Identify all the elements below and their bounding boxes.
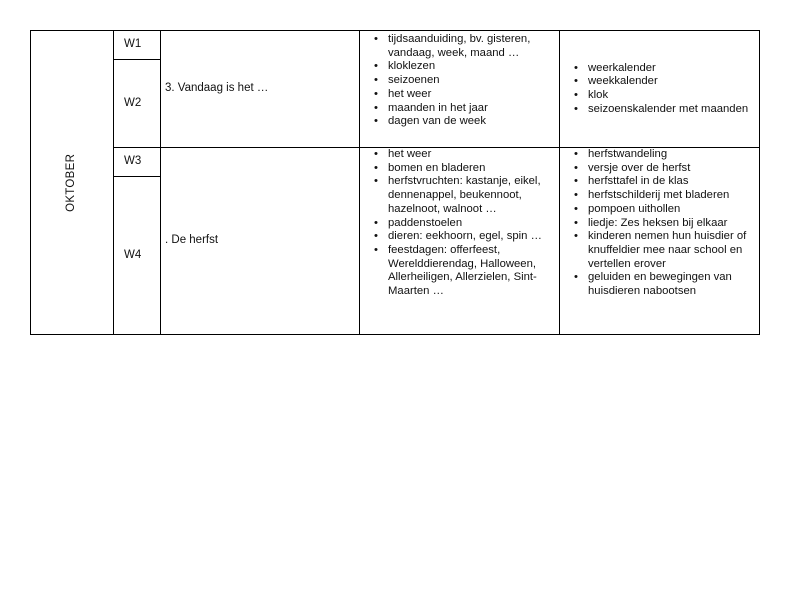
list-item: • herfstvruchten: kastanje, eikel, dennenappel, beukennoot, hazelnoot, walnoot …	[388, 175, 557, 216]
month-label: OKTOBER	[65, 153, 78, 212]
activities-list-2	[570, 148, 757, 299]
activities-list-1	[570, 62, 757, 117]
month-cell	[31, 31, 114, 335]
contents-list-2	[370, 148, 557, 299]
contents-list-1	[370, 33, 557, 129]
table-row	[31, 31, 760, 60]
list-item: • klok	[588, 89, 757, 103]
list-item: • herfstwandeling	[588, 148, 757, 162]
list-item: • versje over de herfst	[588, 162, 757, 176]
list-item: • het weer	[388, 88, 557, 102]
list-item: • dagen van de week	[388, 115, 557, 129]
list-item: • bomen en bladeren	[388, 162, 557, 176]
week-cell-w3: W3	[114, 148, 161, 177]
list-item: • paddenstoelen	[388, 217, 557, 231]
list-item: • seizoenskalender met maanden	[588, 103, 757, 117]
list-item: • herfstschilderij met bladeren	[588, 189, 757, 203]
list-item: • weekkalender	[588, 75, 757, 89]
list-item: • dieren: eekhoorn, egel, spin …	[388, 230, 557, 244]
list-item: • kloklezen	[388, 60, 557, 74]
year-plan-table	[30, 30, 760, 335]
list-item: • kinderen nemen hun huisdier of knuffeldier mee naar school en vertellen erover	[588, 230, 757, 271]
contents-cell-2	[360, 148, 560, 335]
list-item: • liedje: Zes heksen bij elkaar	[588, 217, 757, 231]
theme-cell-1: 3. Vandaag is het …	[161, 31, 360, 148]
list-item: • feestdagen: offerfeest, Werelddierendag, Halloween, Allerheiligen, Allerzielen, Sint-Maarten …	[388, 244, 557, 299]
list-item: • seizoenen	[388, 74, 557, 88]
table-row	[31, 148, 760, 177]
list-item: • pompoen uithollen	[588, 203, 757, 217]
week-cell-w4: W4	[114, 177, 161, 335]
activities-cell-2	[560, 148, 760, 335]
theme-cell-2: . De herfst	[161, 148, 360, 335]
contents-cell-1	[360, 31, 560, 148]
list-item: • tijdsaanduiding, bv. gisteren, vandaag, week, maand …	[388, 33, 557, 60]
list-item: • herfsttafel in de klas	[588, 175, 757, 189]
list-item: • weerkalender	[588, 62, 757, 76]
list-item: • maanden in het jaar	[388, 102, 557, 116]
list-item: • het weer	[388, 148, 557, 162]
week-cell-w2: W2	[114, 60, 161, 148]
week-cell-w1: W1	[114, 31, 161, 60]
activities-cell-1	[560, 31, 760, 148]
list-item: • geluiden en bewegingen van huisdieren nabootsen	[588, 271, 757, 298]
